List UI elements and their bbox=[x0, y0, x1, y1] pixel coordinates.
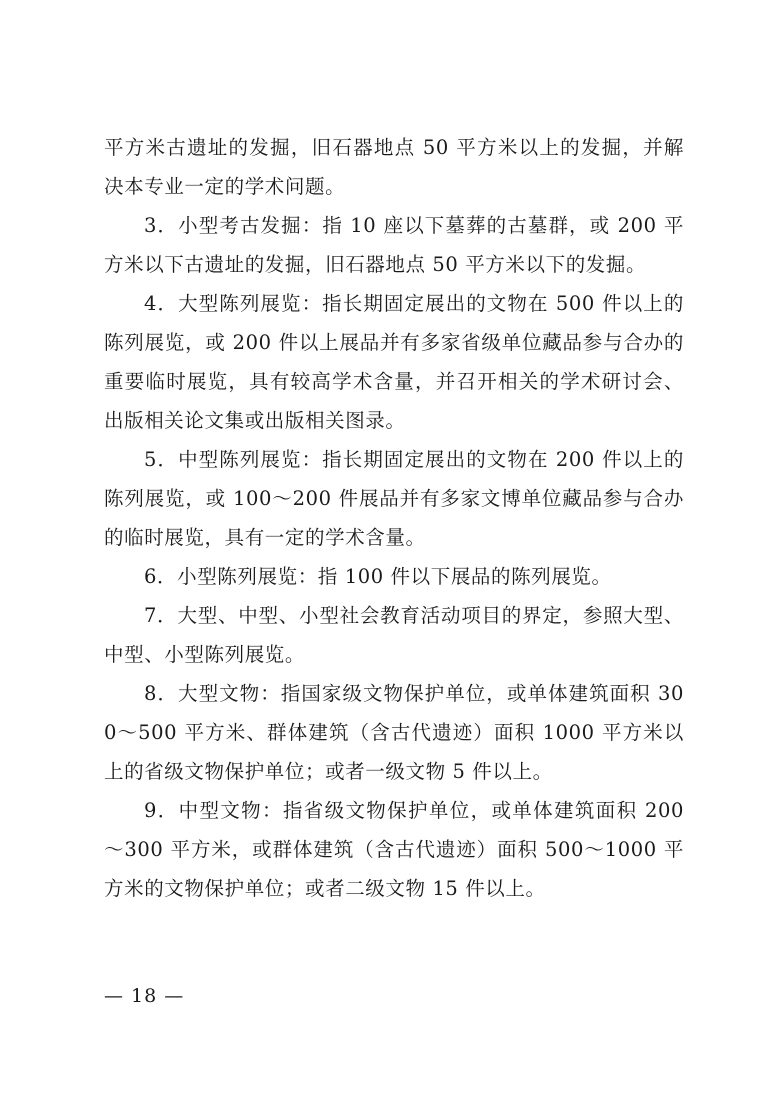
paragraph-item-6: 6．小型陈列展览：指 100 件以下展品的陈列展览。 bbox=[144, 565, 612, 588]
paragraph-item-3: 3．小型考古发掘：指 10 座以下墓葬的古墓群，或 200 平方米以下古遗址的发掘，旧石器地点 50 平方米以下的发掘。 bbox=[104, 214, 684, 276]
paragraph-item-7: 7．大型、中型、小型社会教育活动项目的界定，参照大型、中型、小型陈列展览。 bbox=[104, 604, 684, 666]
paragraph-item-8: 8．大型文物：指国家级文物保护单位，或单体建筑面积 300～500 平方米、群体建筑（含古代遗迹）面积 1000 平方米以上的省级文物保护单位；或者一级文物 5 件以上。 bbox=[104, 682, 684, 783]
paragraph-continuation: 平方米古遗址的发掘，旧石器地点 50 平方米以上的发掘，并解决本专业一定的学术问题。 bbox=[104, 136, 684, 198]
paragraph-item-4: 4．大型陈列展览：指长期固定展出的文物在 500 件以上的陈列展览，或 200 件以上展品并有多家省级单位藏品参与合办的重要临时展览，具有较高学术含量，并召开相关的学术研讨会、出版相关论文集或出版相关图录。 bbox=[104, 292, 684, 432]
paragraph-item-5: 5．中型陈列展览：指长期固定展出的文物在 200 件以上的陈列展览，或 100～200 件展品并有多家文博单位藏品参与合办的临时展览，具有一定的学术含量。 bbox=[104, 448, 684, 549]
page-number: — 18 — bbox=[104, 985, 185, 1007]
document-body bbox=[104, 128, 684, 908]
paragraph-item-9: 9．中型文物：指省级文物保护单位，或单体建筑面积 200～300 平方米，或群体建筑（含古代遗迹）面积 500～1000 平方米的文物保护单位；或者二级文物 15 件以上。 bbox=[104, 799, 684, 900]
